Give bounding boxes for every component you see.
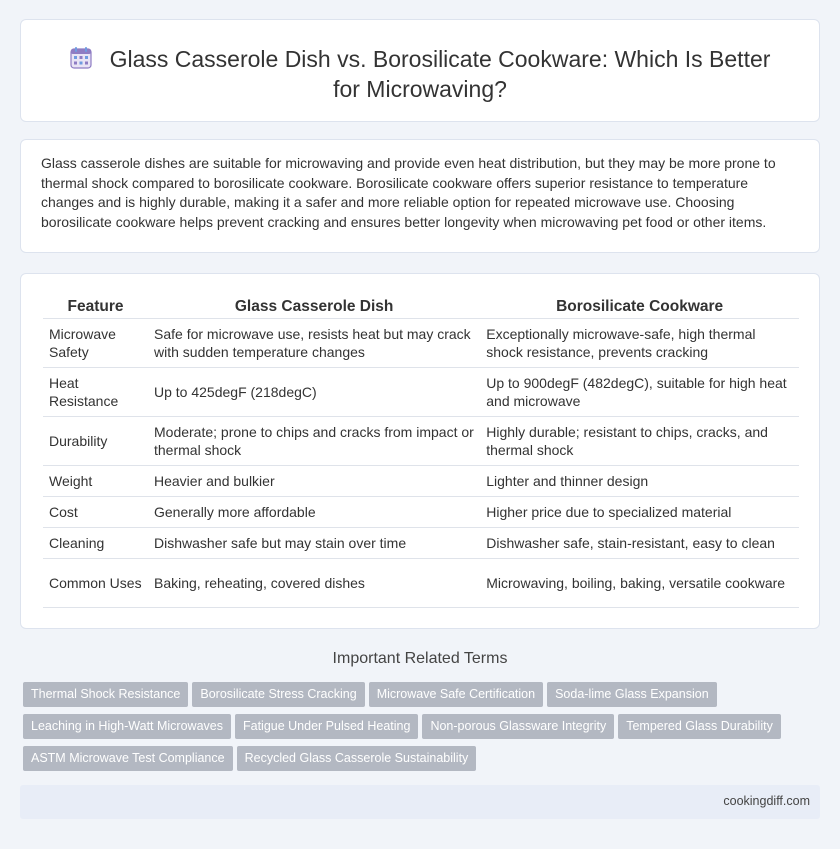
row-borosilicate-value: Highly durable; resistant to chips, cracks, and thermal shock (480, 417, 799, 466)
comparison-card (20, 273, 820, 629)
row-glass-value: Dishwasher safe but may stain over time (148, 528, 480, 559)
comparison-table (43, 296, 799, 608)
tag-link[interactable]: Microwave Safe Certification (369, 682, 543, 707)
row-feature: Heat Resistance (43, 368, 148, 417)
row-glass-value: Generally more affordable (148, 497, 480, 528)
page-title: Glass Casserole Dish vs. Borosilicate Cookware: Which Is Better for Microwaving? (109, 46, 771, 102)
tag-row (23, 746, 823, 778)
tag-link[interactable]: Borosilicate Stress Cracking (192, 682, 364, 707)
row-feature: Weight (43, 466, 148, 497)
row-borosilicate-value: Up to 900degF (482degC), suitable for high heat and microwave (480, 368, 799, 417)
row-glass-value: Up to 425degF (218degC) (148, 368, 480, 417)
footer-site-link[interactable]: cookingdiff.com (723, 794, 810, 808)
row-borosilicate-value: Lighter and thinner design (480, 466, 799, 497)
row-feature: Durability (43, 417, 148, 466)
table-row (43, 559, 799, 608)
header-borosilicate: Borosilicate Cookware (480, 296, 799, 319)
row-feature: Cleaning (43, 528, 148, 559)
page-title-wrap (21, 44, 819, 104)
intro-card (20, 139, 820, 253)
footer-bar (20, 785, 820, 819)
row-feature: Common Uses (43, 559, 148, 608)
row-glass-value: Heavier and bulkier (148, 466, 480, 497)
row-glass-value: Safe for microwave use, resists heat but may crack with sudden temperature changes (148, 319, 480, 368)
row-feature: Cost (43, 497, 148, 528)
tag-link[interactable]: Thermal Shock Resistance (23, 682, 188, 707)
row-feature: Microwave Safety (43, 319, 148, 368)
related-terms-title: Important Related Terms (332, 650, 508, 667)
tag-link[interactable]: Non-porous Glassware Integrity (422, 714, 614, 739)
row-glass-value: Moderate; prone to chips and cracks from impact or thermal shock (148, 417, 480, 466)
tag-link[interactable]: Leaching in High-Watt Microwaves (23, 714, 231, 739)
tag-link[interactable]: Tempered Glass Durability (618, 714, 781, 739)
row-borosilicate-value: Dishwasher safe, stain-resistant, easy to clean (480, 528, 799, 559)
tag-row (23, 682, 823, 714)
table-row (43, 417, 799, 466)
table-row (43, 528, 799, 559)
related-terms-tags (23, 682, 823, 778)
table-row (43, 319, 799, 368)
tag-link[interactable]: ASTM Microwave Test Compliance (23, 746, 233, 771)
header-glass-casserole: Glass Casserole Dish (148, 296, 480, 319)
intro-paragraph: Glass casserole dishes are suitable for microwaving and provide even heat distribution, but they may be more prone to thermal shock compared to borosilicate cookware. Borosilicate cookware offers superior resistance to temperature changes and is highly durable, making it a safer and more reliable option for repeated microwave use. Choosing borosilicate cookware helps prevent cracking and ensures better longevity when microwaving pet food or other items. (41, 155, 776, 230)
table-row (43, 368, 799, 417)
table-row (43, 466, 799, 497)
row-borosilicate-value: Higher price due to specialized material (480, 497, 799, 528)
tag-link[interactable]: Recycled Glass Casserole Sustainability (237, 746, 477, 771)
table-header-row (43, 296, 799, 319)
calendar-grid-icon (70, 47, 92, 69)
tag-link[interactable]: Fatigue Under Pulsed Heating (235, 714, 418, 739)
row-glass-value: Baking, reheating, covered dishes (148, 559, 480, 608)
tag-row (23, 714, 823, 746)
header-feature: Feature (43, 296, 148, 319)
table-row (43, 497, 799, 528)
row-borosilicate-value: Exceptionally microwave-safe, high thermal shock resistance, prevents cracking (480, 319, 799, 368)
tag-link[interactable]: Soda-lime Glass Expansion (547, 682, 717, 707)
row-borosilicate-value: Microwaving, boiling, baking, versatile cookware (480, 559, 799, 608)
title-card (20, 19, 820, 122)
